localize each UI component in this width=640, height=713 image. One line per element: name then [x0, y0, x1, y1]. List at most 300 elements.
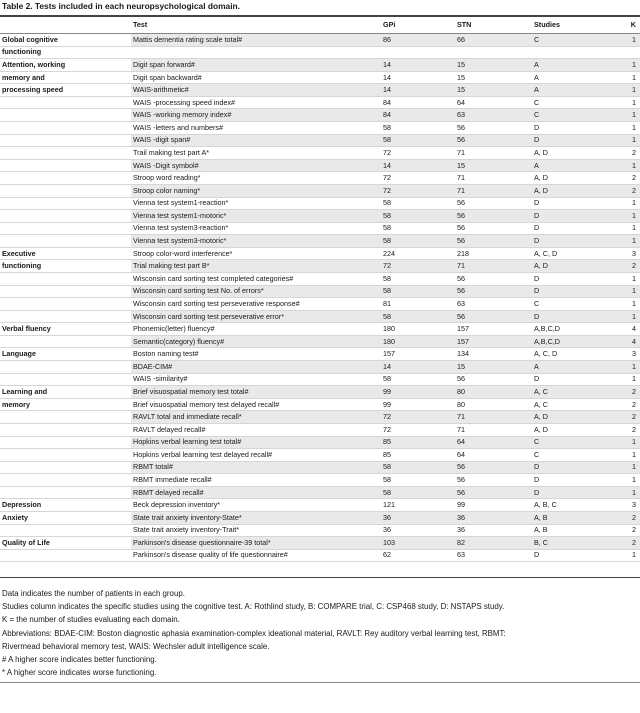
cell-stn: 157 [455, 335, 532, 348]
cell-domain [0, 285, 131, 298]
cell-gpi: 62 [381, 549, 455, 562]
footnote: * A higher score indicates worse functioning. [2, 668, 157, 678]
bottom-rule [0, 577, 640, 578]
cell-stn: 99 [455, 499, 532, 512]
cell-domain: memory [0, 398, 131, 411]
cell-gpi: 72 [381, 260, 455, 273]
cell-studies: C [532, 298, 622, 311]
cell-stn: 71 [455, 147, 532, 160]
cell-gpi: 224 [381, 247, 455, 260]
table-row [0, 449, 640, 462]
cell-studies: D [532, 474, 622, 487]
cell-gpi: 157 [381, 348, 455, 361]
cell-test: Semantic(category) fluency# [131, 335, 381, 348]
cell-gpi: 58 [381, 285, 455, 298]
cell-k: 2 [622, 184, 640, 197]
cell-gpi: 14 [381, 361, 455, 374]
table-row [0, 184, 640, 197]
cell-gpi: 103 [381, 537, 455, 550]
cell-test: Trial making test part B* [131, 260, 381, 273]
cell-studies: D [532, 210, 622, 223]
cell-test: Wisconsin card sorting test perseverative response# [131, 298, 381, 311]
table-row [0, 46, 640, 59]
table-row [0, 122, 640, 135]
cell-gpi: 85 [381, 449, 455, 462]
cell-domain [0, 436, 131, 449]
cell-studies: D [532, 461, 622, 474]
cell-domain [0, 147, 131, 160]
cell-gpi: 72 [381, 172, 455, 185]
cell-studies: A, C, D [532, 247, 622, 260]
cell-k: 1 [622, 122, 640, 135]
table-row [0, 172, 640, 185]
table-row [0, 197, 640, 210]
cell-test: Brief visuospatial memory test delayed recall# [131, 398, 381, 411]
cell-studies: A [532, 159, 622, 172]
cell-gpi: 36 [381, 511, 455, 524]
header-gpi: GPi [381, 16, 455, 34]
cell-k: 1 [622, 96, 640, 109]
cell-studies: A [532, 71, 622, 84]
cell-gpi: 14 [381, 59, 455, 72]
cell-gpi: 72 [381, 411, 455, 424]
cell-studies: D [532, 197, 622, 210]
cell-test: Stroop color-word interference* [131, 247, 381, 260]
cell-studies: A, D [532, 184, 622, 197]
cell-studies: A, D [532, 411, 622, 424]
cell-k: 1 [622, 474, 640, 487]
footnote: Data indicates the number of patients in each group. [2, 589, 185, 598]
cell-domain: Executive [0, 247, 131, 260]
cell-domain: Anxiety [0, 511, 131, 524]
cell-domain [0, 235, 131, 248]
cell-gpi: 180 [381, 335, 455, 348]
footnote: Rivermead behavioral memory test, WAIS: Wechsler adult intelligence scale. [2, 641, 270, 651]
cell-test: BDAE-CIM# [131, 361, 381, 374]
cell-domain: Language [0, 348, 131, 361]
table-row [0, 159, 640, 172]
cell-studies [532, 46, 622, 59]
cell-gpi: 85 [381, 436, 455, 449]
cell-stn: 80 [455, 398, 532, 411]
cell-test: WAIS -similarity# [131, 373, 381, 386]
cell-domain [0, 461, 131, 474]
cell-stn: 56 [455, 474, 532, 487]
header-row [0, 16, 640, 34]
cell-gpi: 72 [381, 147, 455, 160]
table-row [0, 549, 640, 562]
cell-stn: 56 [455, 373, 532, 386]
cell-domain [0, 159, 131, 172]
cell-test: Parkinson's disease questionnaire-39 total* [131, 537, 381, 550]
cell-studies: D [532, 373, 622, 386]
cell-gpi: 14 [381, 159, 455, 172]
cell-k: 1 [622, 272, 640, 285]
cell-domain [0, 373, 131, 386]
cell-k: 1 [622, 436, 640, 449]
cell-test: Wisconsin card sorting test perseverative error* [131, 310, 381, 323]
cell-test: Trail making test part A* [131, 147, 381, 160]
cell-gpi: 99 [381, 386, 455, 399]
cell-gpi: 58 [381, 134, 455, 147]
cell-k: 1 [622, 134, 640, 147]
cell-gpi [381, 46, 455, 59]
cell-test: RAVLT total and immediate recall* [131, 411, 381, 424]
cell-test: State trait anxiety inventory-State* [131, 511, 381, 524]
cell-stn [455, 46, 532, 59]
table-row [0, 147, 640, 160]
cell-test: Vienna test system1-reaction* [131, 197, 381, 210]
cell-test: Mattis dementia rating scale total# [131, 34, 381, 47]
cell-domain [0, 172, 131, 185]
cell-k: 2 [622, 511, 640, 524]
table-row [0, 423, 640, 436]
table-row [0, 222, 640, 235]
cell-test: Vienna test system3-reaction* [131, 222, 381, 235]
table-row [0, 511, 640, 524]
cell-k: 3 [622, 499, 640, 512]
cell-domain: Attention, working [0, 59, 131, 72]
table-row [0, 272, 640, 285]
cell-test: Brief visuospatial memory test total# [131, 386, 381, 399]
cell-gpi: 72 [381, 423, 455, 436]
cell-domain [0, 197, 131, 210]
cell-stn: 56 [455, 210, 532, 223]
cell-stn: 56 [455, 197, 532, 210]
table-row [0, 386, 640, 399]
footnote: Abbreviations: BDAE-CIM: Boston diagnostic aphasia examination-complex ideational material, RAVLT: Rey auditory verbal learning test, RBMT: [2, 628, 506, 638]
cell-stn: 56 [455, 134, 532, 147]
cell-k: 2 [622, 172, 640, 185]
cell-domain [0, 109, 131, 122]
cell-gpi: 58 [381, 474, 455, 487]
header-domain [0, 16, 131, 34]
cell-k: 2 [622, 411, 640, 424]
cell-domain: memory and [0, 71, 131, 84]
cell-studies: A,B,C,D [532, 335, 622, 348]
cell-gpi: 14 [381, 84, 455, 97]
cell-studies: D [532, 122, 622, 135]
cell-k: 1 [622, 235, 640, 248]
table-row [0, 436, 640, 449]
cell-k: 1 [622, 197, 640, 210]
cell-test: RAVLT delayed recall# [131, 423, 381, 436]
cell-k: 1 [622, 285, 640, 298]
cell-stn: 64 [455, 96, 532, 109]
cell-stn: 71 [455, 423, 532, 436]
cell-stn: 56 [455, 235, 532, 248]
cell-k: 1 [622, 59, 640, 72]
cell-k: 1 [622, 298, 640, 311]
table-body [0, 34, 640, 562]
cell-stn: 56 [455, 486, 532, 499]
cell-domain: Learning and [0, 386, 131, 399]
cell-domain [0, 486, 131, 499]
table-row [0, 247, 640, 260]
cell-studies: C [532, 96, 622, 109]
cell-test: Vienna test system1-motoric* [131, 210, 381, 223]
cell-studies: A [532, 361, 622, 374]
cell-gpi: 58 [381, 373, 455, 386]
header-studies: Studies [532, 16, 622, 34]
cell-k: 1 [622, 310, 640, 323]
table-row [0, 411, 640, 424]
cell-studies: A, D [532, 147, 622, 160]
header-k: K [622, 16, 640, 34]
footnote: Studies column indicates the specific studies using the cognitive test. A: Rothlind study, B: COMPARE trial, C: CSP468 study, D: NSTAPS study. [2, 602, 505, 612]
footer-rule [0, 682, 640, 683]
cell-k: 1 [622, 84, 640, 97]
table-row [0, 537, 640, 550]
cell-k: 1 [622, 486, 640, 499]
table-row [0, 461, 640, 474]
cell-studies: C [532, 109, 622, 122]
table-row [0, 361, 640, 374]
cell-gpi: 84 [381, 96, 455, 109]
cell-k: 2 [622, 398, 640, 411]
table-row [0, 134, 640, 147]
cell-stn: 15 [455, 59, 532, 72]
cell-studies: A, D [532, 260, 622, 273]
cell-gpi: 14 [381, 71, 455, 84]
cell-test: RBMT immediate recall# [131, 474, 381, 487]
cell-test [131, 46, 381, 59]
header-test: Test [131, 16, 381, 34]
cell-stn: 157 [455, 323, 532, 336]
cell-studies: A, C, D [532, 348, 622, 361]
cell-stn: 56 [455, 272, 532, 285]
cell-stn: 66 [455, 34, 532, 47]
cell-stn: 71 [455, 184, 532, 197]
cell-gpi: 58 [381, 235, 455, 248]
table-row [0, 310, 640, 323]
cell-test: Digit span forward# [131, 59, 381, 72]
cell-stn: 71 [455, 172, 532, 185]
cell-stn: 15 [455, 84, 532, 97]
cell-test: Wisconsin card sorting test No. of errors* [131, 285, 381, 298]
cell-k: 1 [622, 449, 640, 462]
table-row [0, 210, 640, 223]
cell-stn: 64 [455, 449, 532, 462]
cell-k: 1 [622, 34, 640, 47]
cell-test: State trait anxiety inventory-Trait* [131, 524, 381, 537]
cell-studies: D [532, 222, 622, 235]
cell-k: 2 [622, 537, 640, 550]
cell-stn: 218 [455, 247, 532, 260]
cell-domain [0, 423, 131, 436]
cell-test: WAIS -working memory index# [131, 109, 381, 122]
cell-k: 2 [622, 524, 640, 537]
cell-test: WAIS-arithmetic# [131, 84, 381, 97]
cell-gpi: 84 [381, 109, 455, 122]
cell-domain: Quality of Life [0, 537, 131, 550]
cell-domain: Depression [0, 499, 131, 512]
table-row [0, 235, 640, 248]
cell-stn: 63 [455, 109, 532, 122]
cell-stn: 56 [455, 461, 532, 474]
cell-domain [0, 134, 131, 147]
cell-studies: C [532, 436, 622, 449]
cell-stn: 71 [455, 411, 532, 424]
cell-gpi: 36 [381, 524, 455, 537]
cell-studies: D [532, 134, 622, 147]
cell-test: Phonemic(letter) fluency# [131, 323, 381, 336]
cell-studies: B, C [532, 537, 622, 550]
cell-gpi: 58 [381, 222, 455, 235]
cell-gpi: 58 [381, 210, 455, 223]
cell-gpi: 121 [381, 499, 455, 512]
cell-test: Hopkins verbal learning test total# [131, 436, 381, 449]
cell-studies: D [532, 486, 622, 499]
cell-stn: 15 [455, 361, 532, 374]
cell-gpi: 58 [381, 122, 455, 135]
cell-gpi: 86 [381, 34, 455, 47]
cell-gpi: 58 [381, 272, 455, 285]
cell-domain: processing speed [0, 84, 131, 97]
cell-studies: A, B [532, 524, 622, 537]
cell-test: Stroop color naming* [131, 184, 381, 197]
cell-stn: 82 [455, 537, 532, 550]
cell-domain [0, 474, 131, 487]
cell-test: Digit span backward# [131, 71, 381, 84]
cell-gpi: 180 [381, 323, 455, 336]
cell-test: WAIS -digit span# [131, 134, 381, 147]
cell-studies: A,B,C,D [532, 323, 622, 336]
cell-stn: 56 [455, 285, 532, 298]
cell-domain: Verbal fluency [0, 323, 131, 336]
cell-domain [0, 298, 131, 311]
cell-k: 2 [622, 423, 640, 436]
cell-studies: A [532, 59, 622, 72]
cell-studies: A, C [532, 398, 622, 411]
cell-studies: D [532, 235, 622, 248]
cell-studies: C [532, 34, 622, 47]
table-row [0, 109, 640, 122]
table-row [0, 59, 640, 72]
cell-k: 4 [622, 323, 640, 336]
cell-k: 3 [622, 348, 640, 361]
cell-gpi: 99 [381, 398, 455, 411]
cell-test: Parkinson's disease quality of life questionnaire# [131, 549, 381, 562]
table-row [0, 524, 640, 537]
table-row [0, 298, 640, 311]
table-row [0, 373, 640, 386]
cell-test: WAIS -Digit symbol# [131, 159, 381, 172]
cell-gpi: 81 [381, 298, 455, 311]
cell-k: 4 [622, 335, 640, 348]
table-row [0, 285, 640, 298]
cell-domain [0, 184, 131, 197]
cell-test: WAIS -processing speed index# [131, 96, 381, 109]
cell-domain [0, 272, 131, 285]
cell-k: 3 [622, 247, 640, 260]
cell-k: 2 [622, 260, 640, 273]
cell-k: 1 [622, 109, 640, 122]
cell-stn: 56 [455, 122, 532, 135]
cell-domain [0, 524, 131, 537]
cell-domain: functioning [0, 260, 131, 273]
cell-stn: 15 [455, 71, 532, 84]
cell-k: 1 [622, 159, 640, 172]
cell-k: 1 [622, 210, 640, 223]
cell-studies: C [532, 449, 622, 462]
cell-gpi: 58 [381, 461, 455, 474]
cell-studies: D [532, 272, 622, 285]
cell-stn: 71 [455, 260, 532, 273]
table-notes [2, 587, 638, 679]
cell-k: 1 [622, 373, 640, 386]
cell-domain [0, 222, 131, 235]
cell-stn: 36 [455, 511, 532, 524]
cell-gpi: 58 [381, 486, 455, 499]
footnote: # A higher score indicates better functioning. [2, 655, 157, 665]
cell-test: Boston naming test# [131, 348, 381, 361]
cell-test: RBMT total# [131, 461, 381, 474]
cell-k: 1 [622, 461, 640, 474]
cell-studies: A, D [532, 423, 622, 436]
table-row [0, 486, 640, 499]
cell-domain [0, 449, 131, 462]
cell-domain [0, 96, 131, 109]
cell-domain [0, 310, 131, 323]
cell-k: 1 [622, 549, 640, 562]
footnote: K = the number of studies evaluating each domain. [2, 615, 180, 625]
table-caption: Table 2. Tests included in each neuropsychological domain. [2, 1, 240, 11]
cell-stn: 80 [455, 386, 532, 399]
cell-domain [0, 335, 131, 348]
cell-domain: functioning [0, 46, 131, 59]
cell-studies: D [532, 549, 622, 562]
cell-k: 1 [622, 71, 640, 84]
table-row [0, 96, 640, 109]
table-row [0, 499, 640, 512]
table-row [0, 34, 640, 47]
table-row [0, 71, 640, 84]
cell-gpi: 58 [381, 197, 455, 210]
cell-studies: A [532, 84, 622, 97]
header-stn: STN [455, 16, 532, 34]
cell-domain: Global cognitive [0, 34, 131, 47]
cell-domain [0, 122, 131, 135]
cell-k [622, 46, 640, 59]
cell-studies: A, B [532, 511, 622, 524]
cell-test: Hopkins verbal learning test delayed recall# [131, 449, 381, 462]
cell-test: Vienna test system3-motoric* [131, 235, 381, 248]
cell-domain [0, 411, 131, 424]
table-row [0, 260, 640, 273]
cell-domain [0, 361, 131, 374]
cell-studies: A, D [532, 172, 622, 185]
cell-test: Beck depression inventory* [131, 499, 381, 512]
table-row [0, 323, 640, 336]
cell-test: WAIS -letters and numbers# [131, 122, 381, 135]
cell-stn: 56 [455, 222, 532, 235]
table-row [0, 398, 640, 411]
cell-test: Stroop word reading* [131, 172, 381, 185]
table-row [0, 335, 640, 348]
table-row [0, 474, 640, 487]
cell-k: 1 [622, 361, 640, 374]
neuropsych-domain-table [0, 16, 640, 562]
cell-stn: 64 [455, 436, 532, 449]
cell-domain [0, 549, 131, 562]
cell-gpi: 72 [381, 184, 455, 197]
cell-studies: D [532, 285, 622, 298]
cell-stn: 56 [455, 310, 532, 323]
cell-studies: D [532, 310, 622, 323]
cell-k: 2 [622, 386, 640, 399]
cell-studies: A, C [532, 386, 622, 399]
